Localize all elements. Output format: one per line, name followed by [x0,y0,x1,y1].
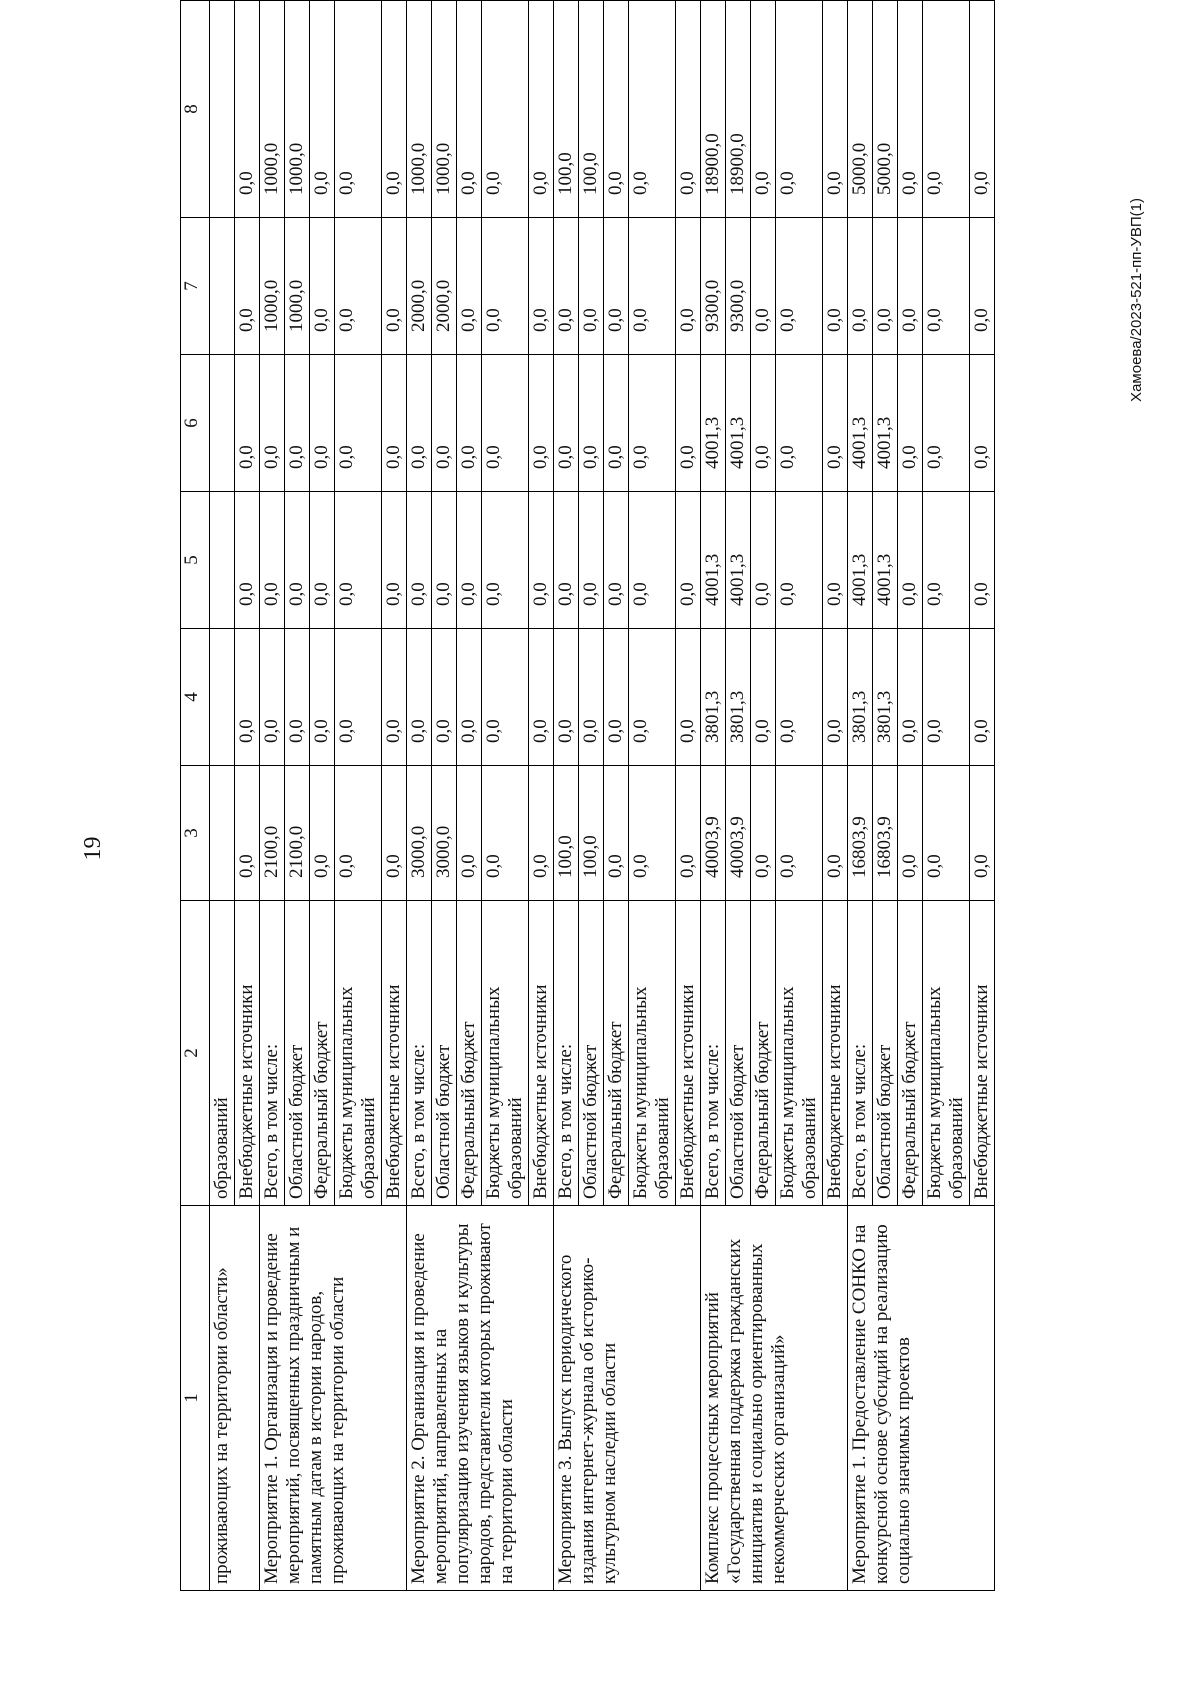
table-row [210,1,235,1591]
amount-cell: 0,0 [554,492,579,629]
amount-cell: 1000,0 [260,1,285,218]
page-number: 19 [80,836,106,861]
funding-source-cell: Внебюджетные источники [970,901,995,1206]
amount-cell: 0,0 [604,355,629,492]
amount-cell: 0,0 [554,629,579,766]
amount-cell: 0,0 [923,355,970,492]
amount-cell: 2100,0 [260,766,285,901]
column-header: 7 [181,218,210,355]
amount-cell: 0,0 [482,629,529,766]
amount-cell: 0,0 [751,629,776,766]
amount-cell: 0,0 [923,492,970,629]
amount-cell: 0,0 [382,492,407,629]
amount-cell: 0,0 [970,492,995,629]
amount-cell: 4001,3 [701,355,726,492]
amount-cell: 0,0 [604,218,629,355]
column-header: 6 [181,355,210,492]
activity-name-cell: Мероприятие 2. Организация и проведение мероприятий, направленных на популяризацию изучения языков и культуры народов, представители которых проживают на территории области [407,1206,554,1591]
amount-cell: 0,0 [432,492,457,629]
amount-cell: 0,0 [970,629,995,766]
amount-cell: 0,0 [579,218,604,355]
amount-cell: 0,0 [751,1,776,218]
funding-source-cell: образований [210,901,235,1206]
funding-source-cell: Областной бюджет [726,901,751,1206]
funding-source-cell: Федеральный бюджет [604,901,629,1206]
amount-cell [210,355,235,492]
amount-cell: 0,0 [235,355,260,492]
funding-source-cell: Бюджеты муниципальных образований [629,901,676,1206]
header-row [181,1,210,1591]
amount-cell: 2100,0 [285,766,310,901]
funding-source-cell: Бюджеты муниципальных образований [482,901,529,1206]
amount-cell: 0,0 [629,355,676,492]
amount-cell: 0,0 [898,355,923,492]
amount-cell: 0,0 [457,218,482,355]
funding-source-cell: Бюджеты муниципальных образований [776,901,823,1206]
amount-cell: 0,0 [751,355,776,492]
amount-cell: 0,0 [457,1,482,218]
funding-source-cell: Федеральный бюджет [751,901,776,1206]
amount-cell: 0,0 [579,492,604,629]
amount-cell: 0,0 [260,492,285,629]
amount-cell: 0,0 [848,218,873,355]
amount-cell: 0,0 [970,218,995,355]
amount-cell: 0,0 [482,1,529,218]
amount-cell: 0,0 [629,629,676,766]
table-row [260,1,285,1591]
activity-name-cell: проживающих на территории области» [210,1206,260,1591]
amount-cell: 0,0 [776,629,823,766]
amount-cell: 1000,0 [407,1,432,218]
amount-cell: 0,0 [432,355,457,492]
activity-name-cell: Мероприятие 1. Предоставление СОНКО на конкурсной основе субсидий на реализацию социально значимых проектов [848,1206,995,1591]
table-row [701,1,726,1591]
amount-cell: 0,0 [482,218,529,355]
column-header: 5 [181,492,210,629]
amount-cell: 0,0 [823,1,848,218]
amount-cell: 0,0 [529,492,554,629]
amount-cell: 100,0 [554,766,579,901]
amount-cell: 0,0 [529,355,554,492]
amount-cell: 0,0 [604,492,629,629]
amount-cell: 18900,0 [726,1,751,218]
amount-cell: 0,0 [579,629,604,766]
amount-cell: 3000,0 [407,766,432,901]
amount-cell: 5000,0 [873,1,898,218]
amount-cell: 0,0 [285,629,310,766]
funding-source-cell: Бюджеты муниципальных образований [335,901,382,1206]
activity-name-cell: Мероприятие 3. Выпуск периодического издания интернет-журнала об историко-культурном наследии области [554,1206,701,1591]
amount-cell: 0,0 [676,218,701,355]
activity-name-cell: Мероприятие 1. Организация и проведение мероприятий, посвященных праздничным и памятным датам в истории народов, проживающих на территории области [260,1206,407,1591]
amount-cell: 0,0 [260,355,285,492]
amount-cell: 3801,3 [848,629,873,766]
funding-source-cell: Всего, в том числе: [407,901,432,1206]
amount-cell: 0,0 [407,355,432,492]
amount-cell: 0,0 [776,1,823,218]
amount-cell: 0,0 [751,218,776,355]
amount-cell: 0,0 [629,492,676,629]
amount-cell [210,218,235,355]
table-row [554,1,579,1591]
amount-cell: 0,0 [285,492,310,629]
amount-cell: 0,0 [310,1,335,218]
funding-source-cell: Областной бюджет [285,901,310,1206]
column-header: 4 [181,629,210,766]
amount-cell: 0,0 [335,218,382,355]
amount-cell: 0,0 [604,766,629,901]
amount-cell: 0,0 [898,218,923,355]
amount-cell: 0,0 [676,355,701,492]
amount-cell: 0,0 [457,766,482,901]
amount-cell: 1000,0 [432,1,457,218]
amount-cell: 0,0 [898,629,923,766]
amount-cell: 0,0 [310,218,335,355]
amount-cell [210,492,235,629]
amount-cell: 4001,3 [726,492,751,629]
amount-cell [210,629,235,766]
budget-table [180,0,995,1591]
amount-cell: 0,0 [310,355,335,492]
amount-cell: 0,0 [382,629,407,766]
amount-cell: 0,0 [235,1,260,218]
amount-cell: 0,0 [676,492,701,629]
column-header: 3 [181,766,210,901]
amount-cell: 0,0 [751,766,776,901]
amount-cell: 0,0 [579,355,604,492]
amount-cell [210,1,235,218]
amount-cell: 0,0 [823,355,848,492]
amount-cell: 0,0 [382,766,407,901]
funding-source-cell: Внебюджетные источники [529,901,554,1206]
amount-cell: 0,0 [823,766,848,901]
amount-cell: 0,0 [382,218,407,355]
table-header [181,1,210,1591]
funding-source-cell: Областной бюджет [432,901,457,1206]
amount-cell: 0,0 [898,766,923,901]
amount-cell: 4001,3 [873,355,898,492]
funding-source-cell: Внебюджетные источники [235,901,260,1206]
amount-cell: 0,0 [554,355,579,492]
amount-cell: 0,0 [970,355,995,492]
amount-cell: 0,0 [335,355,382,492]
amount-cell [210,766,235,901]
amount-cell: 1000,0 [285,218,310,355]
column-header: 1 [181,1206,210,1591]
amount-cell: 0,0 [457,355,482,492]
amount-cell: 16803,9 [873,766,898,901]
amount-cell: 0,0 [382,1,407,218]
amount-cell: 0,0 [335,766,382,901]
amount-cell: 16803,9 [848,766,873,901]
amount-cell: 100,0 [554,1,579,218]
amount-cell: 0,0 [923,766,970,901]
amount-cell: 4001,3 [873,492,898,629]
amount-cell: 0,0 [604,629,629,766]
activity-name-cell: Комплекс процессных мероприятий «Государственная поддержка гражданских инициатив и социально ориентированных некоммерческих организаций» [701,1206,848,1591]
amount-cell: 0,0 [823,492,848,629]
amount-cell: 0,0 [285,355,310,492]
amount-cell: 0,0 [923,1,970,218]
funding-source-cell: Областной бюджет [873,901,898,1206]
column-header: 8 [181,1,210,218]
amount-cell: 0,0 [629,218,676,355]
funding-source-cell: Внебюджетные источники [676,901,701,1206]
amount-cell: 0,0 [235,629,260,766]
column-header: 2 [181,901,210,1206]
amount-cell: 0,0 [407,629,432,766]
amount-cell: 0,0 [823,218,848,355]
amount-cell: 0,0 [310,766,335,901]
amount-cell: 4001,3 [701,492,726,629]
amount-cell: 0,0 [407,492,432,629]
funding-source-cell: Областной бюджет [579,901,604,1206]
amount-cell: 0,0 [676,766,701,901]
funding-source-cell: Федеральный бюджет [310,901,335,1206]
amount-cell: 0,0 [898,1,923,218]
amount-cell: 40003,9 [726,766,751,901]
amount-cell: 0,0 [457,629,482,766]
amount-cell: 0,0 [776,355,823,492]
amount-cell: 0,0 [776,492,823,629]
amount-cell: 4001,3 [726,355,751,492]
amount-cell: 9300,0 [726,218,751,355]
amount-cell: 2000,0 [432,218,457,355]
amount-cell: 3000,0 [432,766,457,901]
amount-cell: 0,0 [604,1,629,218]
amount-cell: 0,0 [432,629,457,766]
amount-cell: 0,0 [923,629,970,766]
funding-source-cell: Внебюджетные источники [382,901,407,1206]
amount-cell: 0,0 [529,766,554,901]
amount-cell: 0,0 [629,1,676,218]
funding-source-cell: Федеральный бюджет [898,901,923,1206]
amount-cell: 5000,0 [848,1,873,218]
amount-cell: 0,0 [310,492,335,629]
amount-cell: 0,0 [529,629,554,766]
amount-cell: 0,0 [335,629,382,766]
amount-cell: 3801,3 [726,629,751,766]
amount-cell: 0,0 [873,218,898,355]
amount-cell: 4001,3 [848,355,873,492]
amount-cell: 3801,3 [873,629,898,766]
amount-cell: 9300,0 [701,218,726,355]
funding-source-cell: Внебюджетные источники [823,901,848,1206]
amount-cell: 1000,0 [285,1,310,218]
amount-cell: 0,0 [776,766,823,901]
amount-cell: 2000,0 [407,218,432,355]
amount-cell: 100,0 [579,1,604,218]
amount-cell: 40003,9 [701,766,726,901]
amount-cell: 0,0 [335,1,382,218]
amount-cell: 0,0 [382,355,407,492]
funding-source-cell: Всего, в том числе: [701,901,726,1206]
table-row [407,1,432,1591]
amount-cell: 0,0 [529,1,554,218]
amount-cell: 0,0 [235,492,260,629]
amount-cell: 18900,0 [701,1,726,218]
amount-cell: 0,0 [335,492,382,629]
amount-cell: 3801,3 [701,629,726,766]
amount-cell: 0,0 [823,629,848,766]
funding-source-cell: Всего, в том числе: [554,901,579,1206]
amount-cell: 0,0 [260,629,285,766]
amount-cell: 0,0 [235,218,260,355]
amount-cell: 0,0 [676,1,701,218]
amount-cell: 0,0 [235,766,260,901]
amount-cell: 0,0 [629,766,676,901]
footer-code: Хамоева/2023-521-пп-УВП(1) [1128,198,1145,402]
table-row [848,1,873,1591]
amount-cell: 0,0 [923,218,970,355]
amount-cell: 0,0 [970,1,995,218]
amount-cell: 0,0 [676,629,701,766]
amount-cell: 4001,3 [848,492,873,629]
funding-source-cell: Бюджеты муниципальных образований [923,901,970,1206]
amount-cell: 0,0 [482,492,529,629]
amount-cell: 0,0 [529,218,554,355]
amount-cell: 0,0 [482,355,529,492]
funding-source-cell: Всего, в том числе: [848,901,873,1206]
amount-cell: 0,0 [751,492,776,629]
amount-cell: 0,0 [554,218,579,355]
amount-cell: 0,0 [776,218,823,355]
amount-cell: 0,0 [482,766,529,901]
amount-cell: 1000,0 [260,218,285,355]
amount-cell: 0,0 [310,629,335,766]
amount-cell: 100,0 [579,766,604,901]
amount-cell: 0,0 [898,492,923,629]
funding-source-cell: Всего, в том числе: [260,901,285,1206]
amount-cell: 0,0 [970,766,995,901]
funding-source-cell: Федеральный бюджет [457,901,482,1206]
table-body [210,1,995,1591]
amount-cell: 0,0 [457,492,482,629]
